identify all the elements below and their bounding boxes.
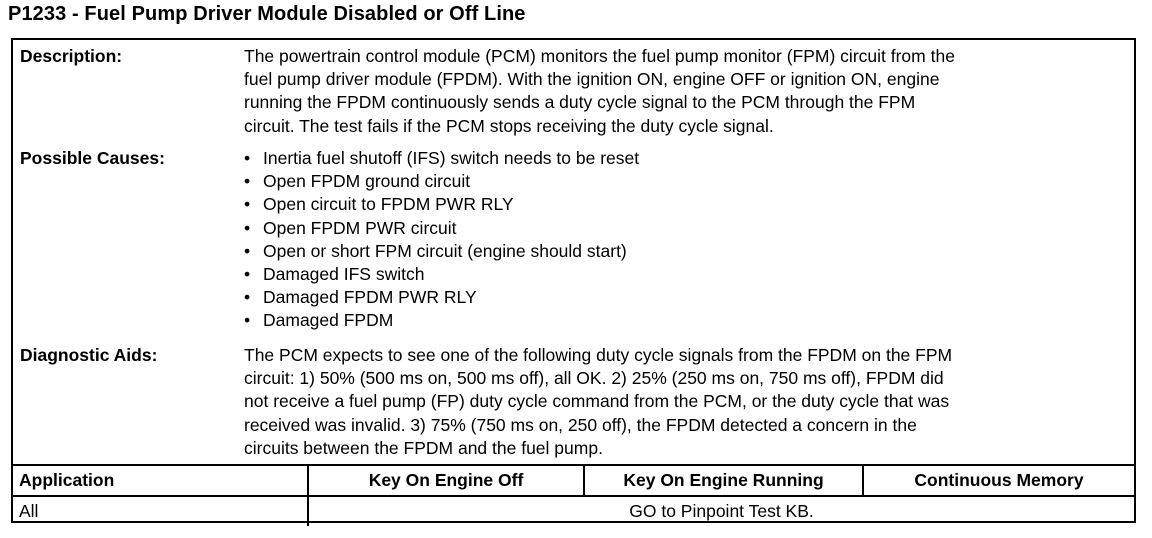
- diagnostic-aids-line: received was invalid. 3) 75% (750 ms on, 250 off), the FPDM detected a concern in the: [244, 414, 917, 435]
- description-line: fuel pump driver module (FPDM). With the ignition ON, engine OFF or ignition ON, engine: [244, 69, 940, 90]
- possible-causes-list: [244, 147, 1134, 333]
- header-key-on-engine-off: Key On Engine Off: [368, 470, 524, 490]
- cause-text: Open FPDM ground circuit: [263, 171, 471, 192]
- description-label: Description:: [20, 46, 123, 66]
- cause-text: Damaged IFS switch: [263, 264, 425, 285]
- list-item: [244, 193, 1134, 216]
- bullet-icon: •: [244, 217, 251, 238]
- header-continuous-memory: Continuous Memory: [914, 470, 1084, 490]
- possible-causes-section: [13, 147, 1134, 337]
- list-item: [244, 240, 1134, 263]
- table-header-row: [13, 466, 1134, 495]
- diagnostic-aids-line: not receive a fuel pump (FP) duty cycle command from the PCM, or the duty cycle that was: [244, 391, 950, 412]
- list-item: [244, 286, 1134, 309]
- cell-action: GO to Pinpoint Test KB.: [629, 501, 814, 521]
- diagnostic-aids-line: circuits between the FPDM and the fuel pump.: [244, 437, 603, 458]
- diagnostic-aids-text: [244, 344, 1134, 460]
- cause-text: Open or short FPM circuit (engine should start): [263, 240, 627, 261]
- cause-text: Inertia fuel shutoff (IFS) switch needs to be reset: [263, 148, 640, 168]
- cause-text: Damaged FPDM PWR RLY: [263, 287, 477, 308]
- page-title: P1233 - Fuel Pump Driver Module Disabled or Off Line: [8, 3, 526, 25]
- description-text: [244, 45, 1134, 138]
- bullet-icon: •: [244, 287, 251, 308]
- description-section: [13, 45, 1134, 141]
- diagnostic-aids-section: [13, 344, 1134, 462]
- bullet-icon: •: [244, 310, 251, 331]
- diagnostic-aids-line: The PCM expects to see one of the following duty cycle signals from the FPDM on the FPM: [244, 345, 953, 365]
- diagnostic-aids-label: Diagnostic Aids:: [20, 345, 158, 365]
- list-item: [244, 263, 1134, 286]
- bullet-icon: •: [244, 264, 251, 285]
- list-item: [244, 217, 1134, 240]
- bullet-icon: •: [244, 171, 251, 192]
- possible-causes-label: Possible Causes:: [20, 148, 165, 168]
- list-item: [244, 147, 1134, 170]
- cell-application: All: [19, 501, 39, 521]
- table-row: [13, 495, 1134, 526]
- description-line: circuit. The test fails if the PCM stops receiving the duty cycle signal.: [244, 115, 774, 136]
- cause-text: Open FPDM PWR circuit: [263, 217, 457, 238]
- list-item: [244, 309, 1134, 332]
- header-application: Application: [19, 470, 115, 490]
- application-table: [13, 464, 1134, 525]
- description-line: The powertrain control module (PCM) monitors the fuel pump monitor (FPM) circuit from the: [244, 46, 955, 66]
- bullet-icon: •: [244, 240, 251, 261]
- cause-text: Open circuit to FPDM PWR RLY: [263, 194, 514, 215]
- diagnostic-aids-line: circuit: 1) 50% (500 ms on, 500 ms off), all OK. 2) 25% (250 ms on, 750 ms off), FPDM did: [244, 368, 944, 389]
- dtc-table: [11, 38, 1136, 523]
- cause-text: Damaged FPDM: [263, 310, 394, 331]
- list-item: [244, 170, 1134, 193]
- bullet-icon: •: [244, 148, 251, 168]
- description-line: running the FPDM continuously sends a duty cycle signal to the PCM through the FPM: [244, 92, 916, 113]
- bullet-icon: •: [244, 194, 251, 215]
- header-key-on-engine-running: Key On Engine Running: [623, 470, 824, 490]
